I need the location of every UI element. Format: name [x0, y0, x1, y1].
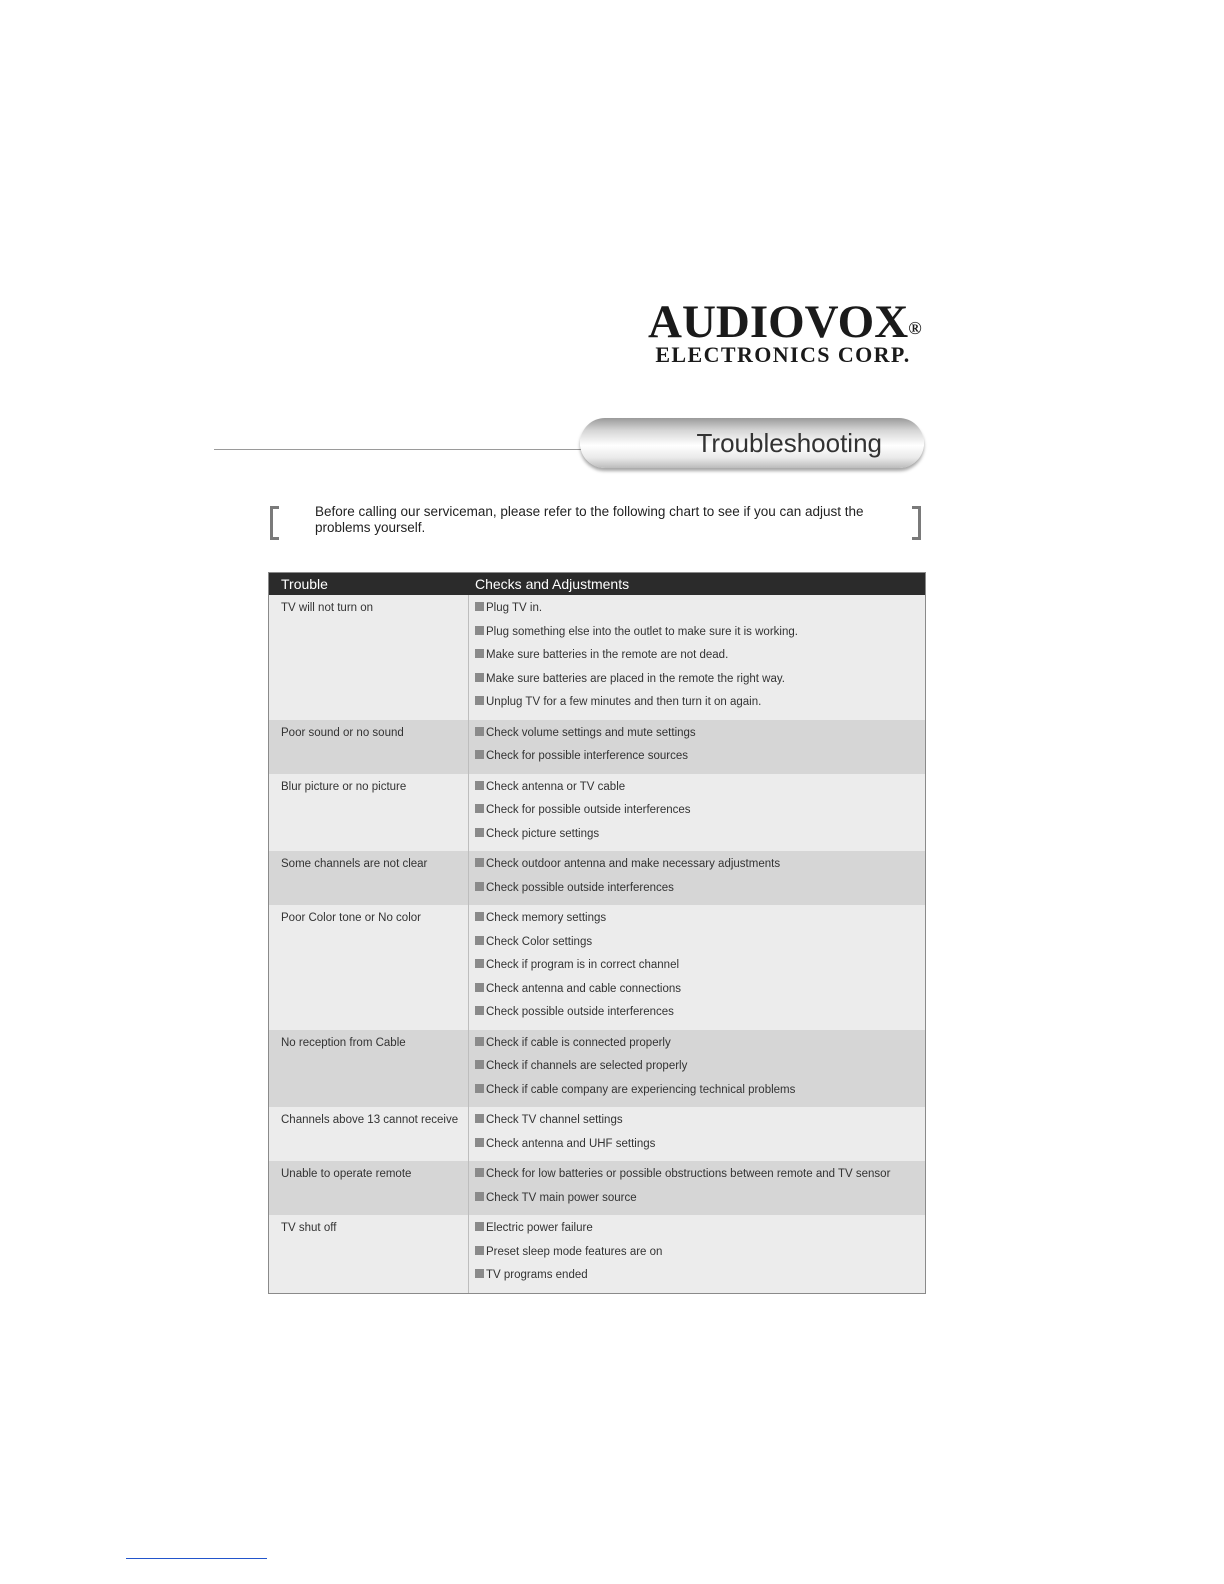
check-text: Check possible outside interferences [486, 1006, 674, 1018]
bullet-square-icon [475, 1138, 484, 1147]
check-text: Preset sleep mode features are on [486, 1245, 663, 1258]
bullet-square-icon [475, 983, 484, 992]
bullet-square-icon [475, 828, 484, 837]
bullet-square-icon [475, 1246, 484, 1255]
check-item [475, 724, 925, 748]
table-header [269, 573, 925, 595]
bullet-square-icon [475, 602, 484, 611]
checks-cell [469, 1030, 925, 1108]
check-text: TV programs ended [486, 1269, 588, 1281]
bullet-square-icon [475, 649, 484, 658]
check-item [475, 623, 925, 647]
check-text: Make sure batteries are placed in the remote the right way. [486, 672, 785, 685]
check-item [475, 599, 925, 623]
bullet-square-icon [475, 912, 484, 921]
check-item [475, 778, 925, 802]
check-item [475, 1165, 925, 1189]
bullet-square-icon [475, 781, 484, 790]
check-text: Make sure batteries in the remote are not dead. [486, 649, 729, 661]
check-item [475, 1057, 925, 1081]
bullet-square-icon [475, 1222, 484, 1231]
check-text: Check possible outside interferences [486, 881, 674, 894]
bullet-square-icon [475, 1269, 484, 1278]
check-item [475, 879, 925, 903]
bullet-square-icon [475, 1084, 484, 1093]
check-text: Check if channels are selected properly [486, 1060, 688, 1072]
table-row [269, 720, 925, 774]
bullet-square-icon [475, 882, 484, 891]
trouble-cell: TV shut off [269, 1215, 469, 1293]
trouble-cell: Poor Color tone or No color [269, 905, 469, 1030]
check-text: Unplug TV for a few minutes and then turn it on again. [486, 696, 762, 708]
check-item [475, 1189, 925, 1213]
table-body [269, 595, 925, 1293]
header-trouble: Trouble [281, 576, 328, 592]
bullet-square-icon [475, 750, 484, 759]
check-text: Check if cable company are experiencing technical problems [486, 1083, 796, 1096]
check-item [475, 670, 925, 694]
bullet-square-icon [475, 1114, 484, 1123]
check-item [475, 1135, 925, 1159]
check-text: Check outdoor antenna and make necessary adjustments [486, 858, 781, 870]
bullet-square-icon [475, 936, 484, 945]
audiovox-logo [648, 296, 922, 367]
check-item [475, 909, 925, 933]
check-item [475, 1003, 925, 1027]
table-row [269, 851, 925, 905]
check-text: Check for possible interference sources [486, 750, 688, 762]
check-item [475, 646, 925, 670]
intro-text: Before calling our serviceman, please refer to the following chart to see if you can adjust the problems yourself. [315, 504, 864, 535]
checks-cell [469, 1215, 925, 1293]
check-text: Check if cable is connected properly [486, 1036, 671, 1049]
bullet-square-icon [475, 727, 484, 736]
trouble-cell: Channels above 13 cannot receive [269, 1107, 469, 1161]
check-item [475, 693, 925, 717]
trouble-cell: TV will not turn on [269, 595, 469, 720]
check-item [475, 980, 925, 1004]
trouble-cell: No reception from Cable [269, 1030, 469, 1108]
check-text: Check picture settings [486, 827, 600, 840]
check-text: Check for possible outside interferences [486, 804, 691, 816]
checks-cell [469, 1107, 925, 1161]
checks-cell [469, 595, 925, 720]
bullet-square-icon [475, 1168, 484, 1177]
check-text: Check TV channel settings [486, 1114, 623, 1126]
bullet-square-icon [475, 1192, 484, 1201]
table-row [269, 595, 925, 720]
bullet-square-icon [475, 696, 484, 705]
bullet-square-icon [475, 858, 484, 867]
table-row [269, 1161, 925, 1215]
bullet-square-icon [475, 1060, 484, 1069]
check-text: Check antenna and cable connections [486, 982, 682, 995]
table-row [269, 905, 925, 1030]
check-item [475, 825, 925, 849]
check-text: Check memory settings [486, 912, 607, 924]
check-text: Check for low batteries or possible obstructions between remote and TV sensor [486, 1168, 891, 1180]
check-item [475, 1266, 925, 1290]
table-row [269, 1107, 925, 1161]
checks-cell [469, 905, 925, 1030]
logo-brand-text: AUDIOVOX [648, 296, 909, 348]
table-row [269, 1215, 925, 1293]
bullet-square-icon [475, 673, 484, 682]
table-row [269, 1030, 925, 1108]
footer-link-underline [126, 1558, 267, 1559]
left-bracket [270, 506, 279, 540]
bullet-square-icon [475, 804, 484, 813]
checks-cell [469, 774, 925, 852]
bullet-square-icon [475, 1037, 484, 1046]
check-text: Check antenna or TV cable [486, 780, 626, 793]
trouble-cell: Unable to operate remote [269, 1161, 469, 1215]
troubleshooting-table [268, 572, 926, 1294]
check-item [475, 1111, 925, 1135]
registered-mark: ® [908, 318, 922, 338]
check-item [475, 933, 925, 957]
check-item [475, 855, 925, 879]
check-item [475, 1081, 925, 1105]
bullet-square-icon [475, 1006, 484, 1015]
check-text: Check volume settings and mute settings [486, 726, 696, 739]
section-divider [214, 449, 594, 450]
check-text: Check TV main power source [486, 1191, 637, 1204]
table-row [269, 774, 925, 852]
check-item [475, 1243, 925, 1267]
check-item [475, 747, 925, 771]
check-text: Plug something else into the outlet to make sure it is working. [486, 625, 798, 638]
checks-cell [469, 720, 925, 774]
check-text: Check if program is in correct channel [486, 959, 680, 971]
check-text: Check antenna and UHF settings [486, 1137, 656, 1150]
checks-cell [469, 1161, 925, 1215]
section-title: Troubleshooting [696, 428, 882, 458]
check-text: Check Color settings [486, 935, 593, 948]
check-item [475, 801, 925, 825]
trouble-cell: Poor sound or no sound [269, 720, 469, 774]
trouble-cell: Blur picture or no picture [269, 774, 469, 852]
check-item [475, 1219, 925, 1243]
logo-subtitle: ELECTRONICS CORP. [655, 342, 911, 367]
header-checks: Checks and Adjustments [475, 576, 630, 592]
checks-cell [469, 851, 925, 905]
logo-brand [648, 296, 922, 348]
check-text: Plug TV in. [486, 602, 543, 614]
bullet-square-icon [475, 959, 484, 968]
section-title-banner [580, 418, 924, 468]
right-bracket [912, 506, 921, 540]
check-item [475, 1034, 925, 1058]
bullet-square-icon [475, 626, 484, 635]
check-text: Electric power failure [486, 1222, 593, 1234]
check-item [475, 956, 925, 980]
trouble-cell: Some channels are not clear [269, 851, 469, 905]
